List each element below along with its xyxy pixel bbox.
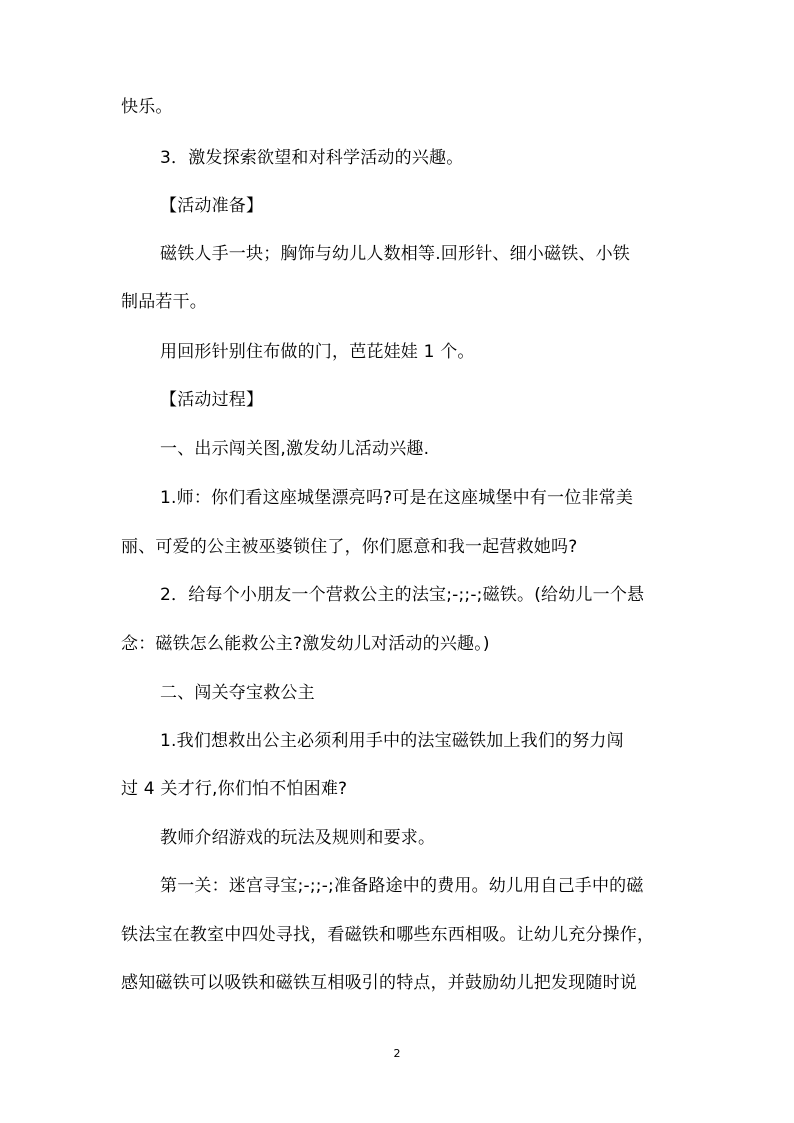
text-line: 第一关：迷宫寻宝;-;;-;准备路途中的费用。幼儿用自己手中的磁 [160, 876, 644, 896]
text-line: 感知磁铁可以吸铁和磁铁互相吸引的特点，并鼓励幼儿把发现随时说 [121, 973, 637, 993]
text-line: 二、闯关夺宝救公主 [160, 683, 315, 703]
text-line: 念：磁铁怎么能救公主?激发幼儿对活动的兴趣。) [121, 634, 490, 654]
text-line: 铁法宝在教室中四处寻找，看磁铁和哪些东西相吸。让幼儿充分操作， [121, 925, 655, 945]
text-line: 3．激发探索欲望和对科学活动的兴趣。 [160, 148, 464, 168]
text-line: 2．给每个小朋友一个营救公主的法宝;-;;-;磁铁。(给幼儿一个悬 [160, 585, 645, 605]
text-line: 1.师：你们看这座城堡漂亮吗?可是在这座城堡中有一位非常美 [160, 488, 634, 508]
text-line: 用回形针别住布做的门，芭芘娃娃 1 个。 [160, 342, 475, 362]
text-line: 教师介绍游戏的玩法及规则和要求。 [160, 828, 436, 848]
text-line: 1.我们想救出公主必须利用手中的法宝磁铁加上我们的努力闯 [160, 731, 624, 751]
section-heading: 【活动过程】 [160, 390, 264, 410]
text-line: 过 4 关才行,你们怕不怕困难? [121, 779, 348, 799]
text-line: 磁铁人手一块；胸饰与幼儿人数相等.回形针、细小磁铁、小铁 [160, 244, 631, 264]
page-number: 2 [393, 1047, 401, 1060]
text-line: 一、出示闯关图,激发幼儿活动兴趣. [160, 439, 430, 459]
text-line: 快乐。 [121, 97, 173, 117]
text-line: 制品若干。 [121, 292, 207, 312]
section-heading: 【活动准备】 [160, 196, 264, 216]
text-line: 丽、可爱的公主被巫婆锁住了，你们愿意和我一起营救她吗? [121, 537, 578, 557]
